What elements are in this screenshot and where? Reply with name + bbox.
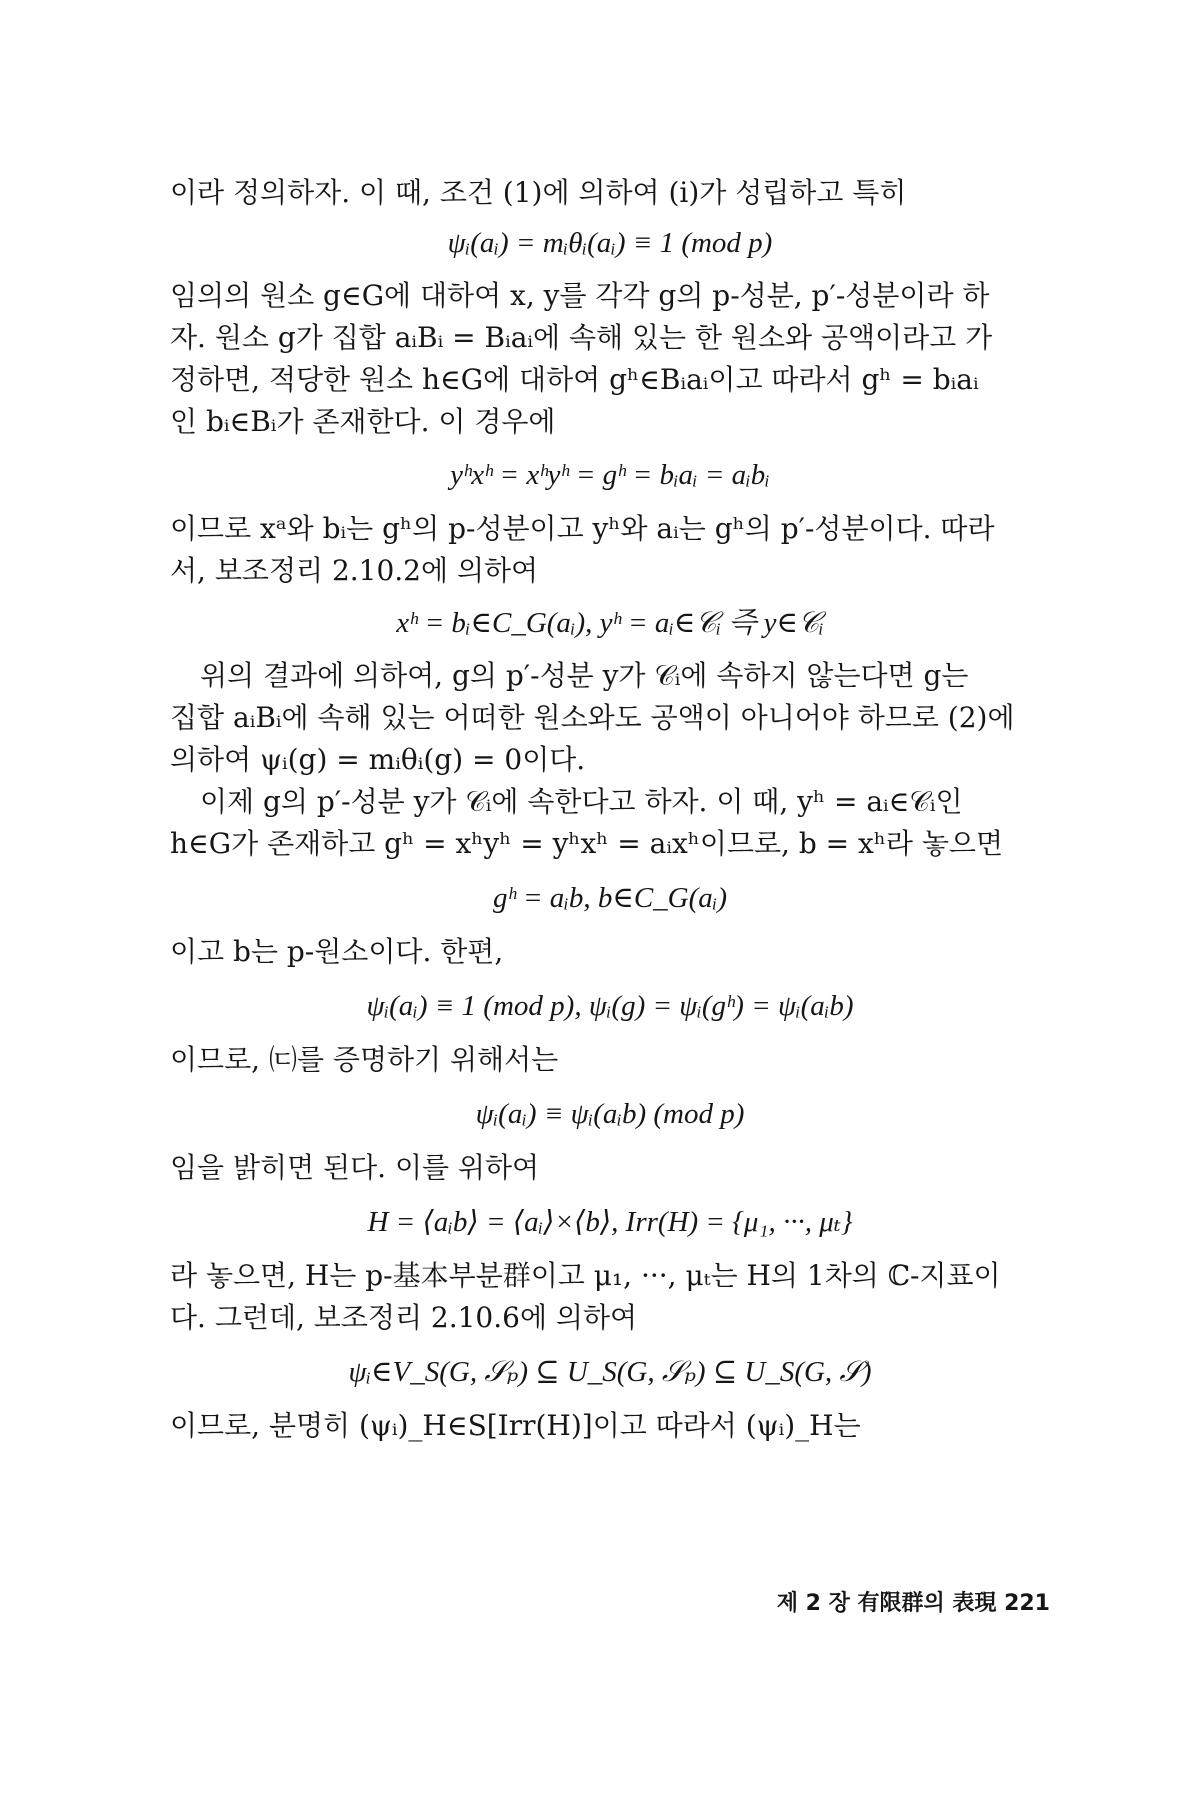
equation: H = ⟨aᵢb⟩ = ⟨aᵢ⟩×⟨b⟩, Irr(H) = {μ₁, ···, μₜ}	[367, 1206, 853, 1238]
text-line: 집합 aᵢBᵢ에 속해 있는 어떠한 원소와도 공액이 아니어야 하므로 (2)에	[170, 701, 1015, 734]
text-line: 임의의 원소 g∈G에 대하여 x, y를 각각 g의 p-성분, p′-성분이라 하	[170, 279, 990, 312]
equation: ψᵢ∈V_S(G, 𝒮ₚ) ⊆ U_S(G, 𝒮ₚ) ⊆ U_S(G, 𝒮)	[348, 1356, 872, 1388]
equation: ψᵢ(aᵢ) = mᵢθᵢ(aᵢ) ≡ 1 (mod p)	[447, 227, 773, 259]
text-line: 위의 결과에 의하여, g의 p′-성분 y가 𝒞ᵢ에 속하지 않는다면 g는	[200, 659, 969, 692]
text-line: 이고 b는 p-원소이다. 한편,	[170, 935, 504, 968]
text-line: 임을 밝히면 된다. 이를 위하여	[170, 1151, 540, 1184]
text-line: 서, 보조정리 2.10.2에 의하여	[170, 554, 539, 587]
text-line: 라 놓으면, H는 p-基本부분群이고 μ₁, ···, μₜ는 H의 1차의 ℂ-지표이	[170, 1259, 1001, 1292]
text-line: 이므로 xᵃ와 bᵢ는 gʰ의 p-성분이고 yʰ와 aᵢ는 gʰ의 p′-성분이다. 따라	[170, 512, 995, 545]
text-line: 인 bᵢ∈Bᵢ가 존재한다. 이 경우에	[170, 405, 556, 438]
text-line: 이라 정의하자. 이 때, 조건 (1)에 의하여 (i)가 성립하고 특히	[170, 176, 907, 209]
equation: yʰxʰ = xʰyʰ = gʰ = bᵢaᵢ = aᵢbᵢ	[450, 459, 770, 491]
equation: gʰ = aᵢb, b∈C_G(aᵢ)	[492, 882, 728, 914]
equation: ψᵢ(aᵢ) ≡ ψᵢ(aᵢb) (mod p)	[475, 1098, 745, 1130]
equation: xʰ = bᵢ∈C_G(aᵢ), yʰ = aᵢ∈𝒞ᵢ 즉 y∈𝒞ᵢ	[396, 607, 824, 639]
text-line: 이므로, 분명히 (ψᵢ)_H∈S[Irr(H)]이고 따라서 (ψᵢ)_H는	[170, 1409, 861, 1442]
text-line: h∈G가 존재하고 gʰ = xʰyʰ = yʰxʰ = aᵢxʰ이므로, b = xʰ라 놓으면	[170, 827, 1004, 860]
text-line: 이제 g의 p′-성분 y가 𝒞ᵢ에 속한다고 하자. 이 때, yʰ = aᵢ∈𝒞ᵢ인	[200, 785, 963, 818]
text-line: 정하면, 적당한 원소 h∈G에 대하여 gʰ∈Bᵢaᵢ이고 따라서 gʰ = bᵢaᵢ	[170, 363, 979, 396]
page-footer: 제 2 장 有限群의 表現 221	[776, 1591, 1050, 1616]
text-line: 이므로, ㈂를 증명하기 위해서는	[170, 1043, 559, 1076]
equation: ψᵢ(aᵢ) ≡ 1 (mod p), ψᵢ(g) = ψᵢ(gʰ) = ψᵢ(aᵢb)	[366, 990, 854, 1022]
text-line: 다. 그런데, 보조정리 2.10.6에 의하여	[170, 1301, 638, 1334]
text-line: 자. 원소 g가 집합 aᵢBᵢ = Bᵢaᵢ에 속해 있는 한 원소와 공액이라고 가	[170, 321, 993, 354]
text-line: 의하여 ψᵢ(g) = mᵢθᵢ(g) = 0이다.	[170, 743, 586, 776]
